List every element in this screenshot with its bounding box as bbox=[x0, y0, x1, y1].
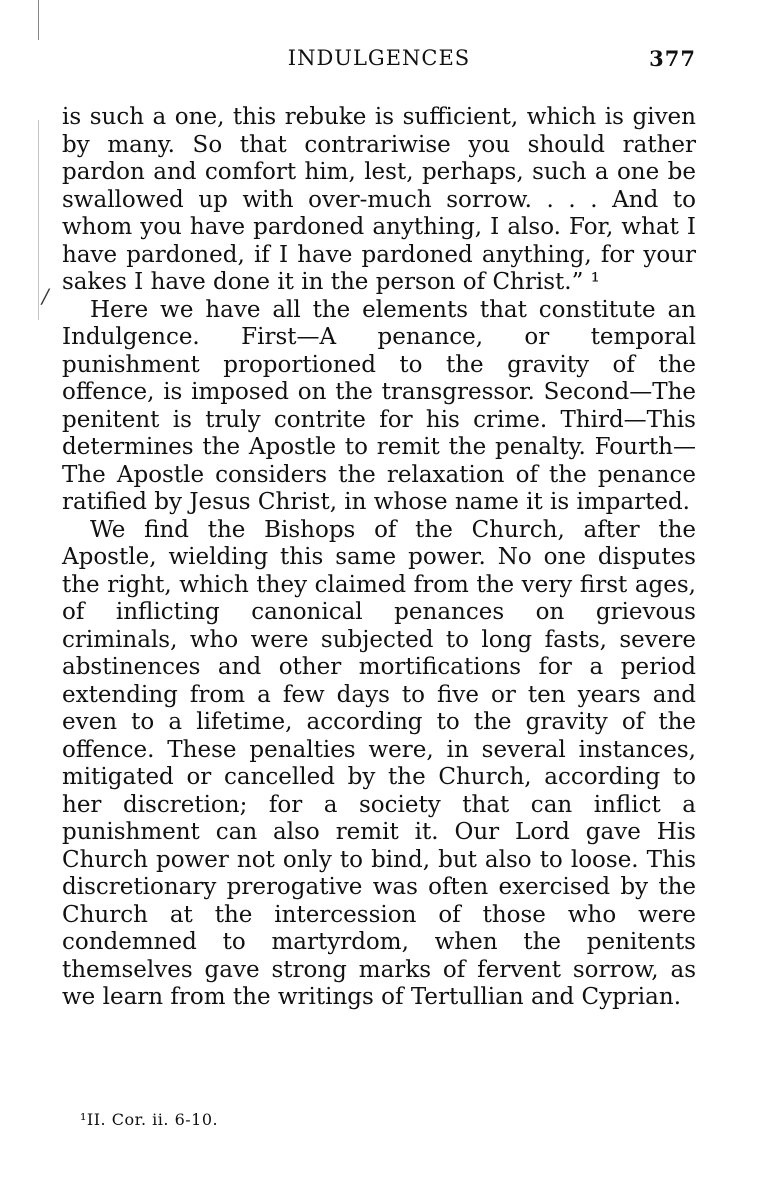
margin-rule-middle bbox=[38, 120, 39, 320]
paragraph: is such a one, this rebuke is sufficient, which is given by many. So that contrariwise you should rather pardon and comfort him, lest, perhaps, such a one be swallowed up with over-much sorrow. . . . And to whom you have pardoned anything, I also. For, what I have pardoned, if I have pardoned anything, for your sakes I have done it in the person of Christ.” ¹ bbox=[62, 104, 696, 295]
margin-rule-top bbox=[38, 0, 39, 40]
margin-pencil-mark: / bbox=[42, 284, 49, 308]
running-title: INDULGENCES bbox=[287, 46, 471, 70]
paragraph: We find the Bishops of the Church, after the Apostle, wielding this same power. No one disputes the right, which they claimed from the very first ages, of inflicting canonical penances on grievous criminals, who were subjected to long fasts, severe abstinences and other mortifications for a period extending from a few days to five or ten years and even to a lifetime, according to the gravity of the offence. These penalties were, in several instances, mitigated or cancelled by the Church, according to her discretion; for a society that can inflict a punishment can also remit it. Our Lord gave His Church power not only to bind, but also to loose. This discretionary prerogative was often exercised by the Church at the intercession of those who were condemned to martyrdom, when the penitents themselves gave strong marks of fervent sorrow, as we learn from the writings of Tertullian and Cyprian. bbox=[62, 516, 696, 1010]
footnote: ¹II. Cor. ii. 6-10. bbox=[80, 1110, 219, 1129]
paragraph: Here we have all the elements that constitute an Indulgence. First—A penance, or temporal punishment proportioned to the gravity of the offence, is imposed on the transgressor. Second—The penitent is truly contrite for his crime. Third—This determines the Apostle to remit the penalty. Fourth—The Apostle considers the relaxation of the penance ratified by Jesus Christ, in whose name it is imparted. bbox=[62, 296, 696, 515]
running-header bbox=[62, 46, 696, 76]
body-text bbox=[62, 104, 696, 1012]
page-number: 377 bbox=[649, 46, 696, 71]
